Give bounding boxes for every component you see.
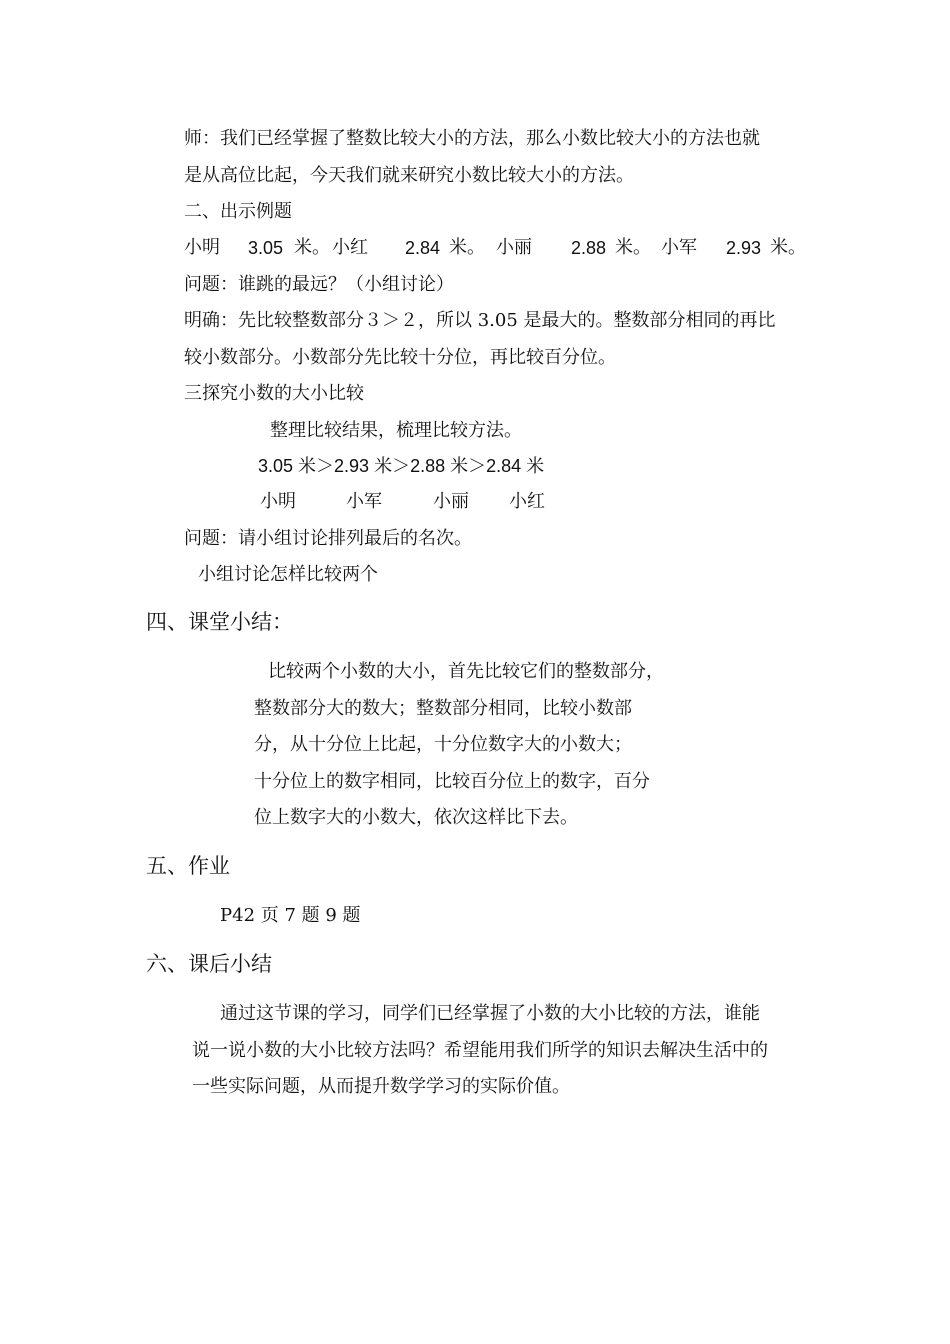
reflection-line-3: 一些实际问题，从而提升数学学习的实际价值。 <box>192 1076 570 1097</box>
reflection-line-2: 说一说小数的大小比较方法吗？希望能用我们所学的知识去解决生活中的 <box>192 1040 768 1061</box>
section-2-title: 二、出示例题 <box>184 201 292 222</box>
record-name: 小红 <box>332 237 368 258</box>
summary-line-5: 位上数字大的小数大，依次这样比下去。 <box>254 807 578 828</box>
clarify-line-1: 明确：先比较整数部分３＞２，所以 3.05 是最大的。整数部分相同的再比 <box>184 310 776 331</box>
summary-line-4: 十分位上的数字相同，比较百分位上的数字，百分 <box>254 771 650 792</box>
record-value: 2.93 <box>726 238 762 258</box>
clarify-line-2: 较小数部分。小数部分先比较十分位，再比较百分位。 <box>184 347 616 368</box>
section-5-title: 五、作业 <box>146 854 230 878</box>
rank-name: 小军 <box>346 491 382 512</box>
record-name: 小丽 <box>496 237 532 258</box>
record-unit: 米。 <box>770 237 806 258</box>
ordering-result: 3.05 米＞2.93 米＞2.88 米＞2.84 米 <box>258 456 545 476</box>
organize-results: 整理比较结果，梳理比较方法。 <box>270 420 522 441</box>
section-4-title: 四、课堂小结： <box>146 610 293 634</box>
record-value: 2.84 <box>405 238 441 258</box>
question-last-ranking: 问题：请小组讨论排列最后的名次。 <box>184 528 472 549</box>
record-value: 2.88 <box>571 238 607 258</box>
summary-line-3: 分，从十分位上比起，十分位数字大的小数大； <box>254 734 632 755</box>
group-discussion: 小组讨论怎样比较两个 <box>198 564 378 585</box>
question-who-jumped-farthest: 问题：谁跳的最远？（小组讨论） <box>184 274 454 295</box>
rank-name: 小红 <box>509 491 545 512</box>
reflection-line-1: 通过这节课的学习，同学们已经掌握了小数的大小比较的方法，谁能 <box>220 1003 760 1024</box>
summary-line-2: 整数部分大的数大；整数部分相同，比较小数部 <box>254 698 632 719</box>
homework-assignment: P42 页 7 题 9 题 <box>220 905 361 926</box>
record-value: 3.05 <box>248 238 284 258</box>
record-name: 小军 <box>661 237 697 258</box>
summary-line-1: 比较两个小数的大小，首先比较它们的整数部分， <box>268 661 664 682</box>
record-unit: 米。 <box>449 237 485 258</box>
record-unit: 米。 <box>615 237 651 258</box>
record-name: 小明 <box>184 237 220 258</box>
record-unit: 米。 <box>294 237 330 258</box>
rank-name: 小丽 <box>433 491 469 512</box>
rank-name: 小明 <box>260 491 296 512</box>
intro-line-2: 是从高位比起，今天我们就来研究小数比较大小的方法。 <box>184 165 634 186</box>
intro-line-1: 师：我们已经掌握了整数比较大小的方法，那么小数比较大小的方法也就 <box>184 128 760 149</box>
section-3-title: 三探究小数的大小比较 <box>184 383 364 404</box>
section-6-title: 六、课后小结 <box>146 952 272 976</box>
